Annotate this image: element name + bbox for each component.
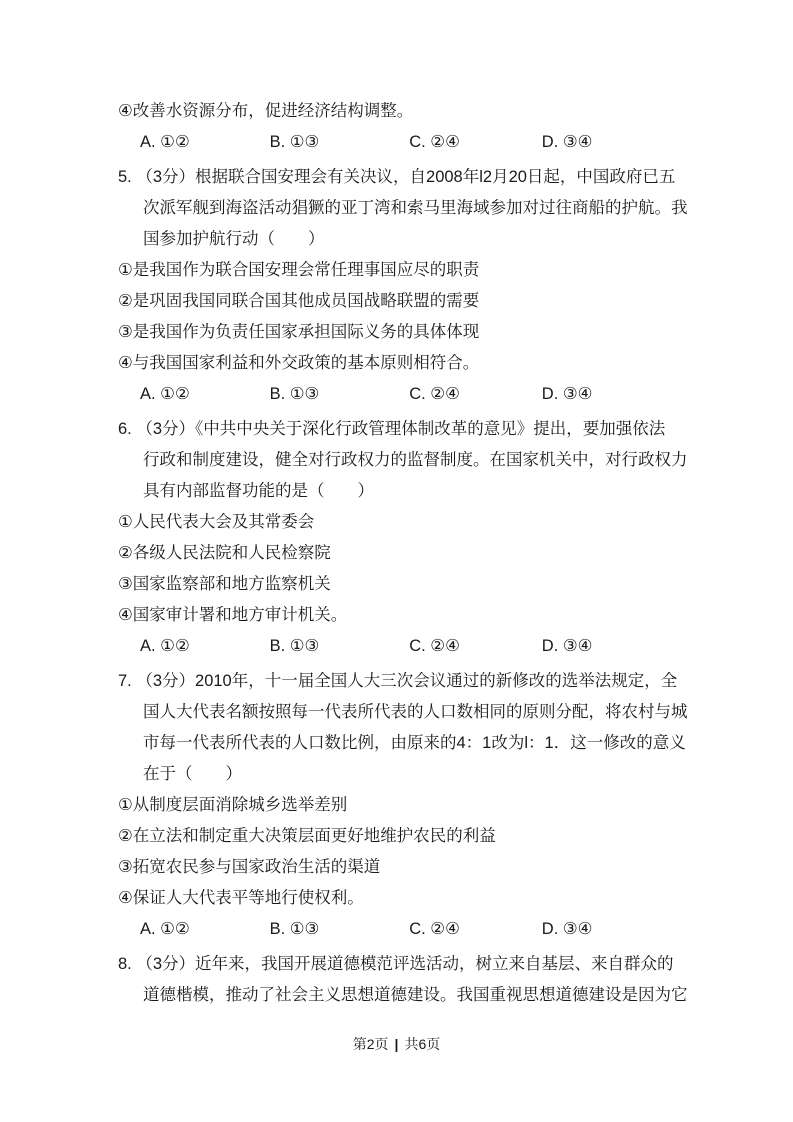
question-text-line: 国人大代表名额按照每一代表所代表的人口数相同的原则分配，将农村与城: [143, 703, 688, 721]
numbered-item-1: ①人民代表大会及其常委会: [118, 513, 315, 531]
question-6: [118, 414, 688, 662]
question-7: [118, 666, 688, 945]
page-content: [118, 96, 688, 1011]
question-6-choices-row: [118, 631, 680, 662]
numbered-item-4: ④与我国国家利益和外交政策的基本原则相符合。: [118, 354, 480, 372]
numbered-item-3: ③拓宽农民参与国家政治生活的渠道: [118, 858, 381, 876]
question-text-line: 国参加护航行动（ ）: [143, 230, 325, 248]
choice-b: B. ①③: [269, 920, 320, 938]
question-text-line: 8. （3分）近年来，我国开展道德模范评选活动，树立来自基层、来自群众的: [118, 955, 674, 973]
choice-d: D. ③④: [541, 385, 593, 403]
question-4-choices-row: [118, 127, 680, 158]
question-5-choices-row: [118, 379, 680, 410]
numbered-item-4: ④国家审计署和地方审计机关。: [118, 606, 348, 624]
question-7-choices-row: [118, 914, 680, 945]
footer-page-number: 第2页: [352, 1036, 389, 1052]
choice-c: C. ②④: [409, 637, 460, 655]
choice-d: D. ③④: [541, 920, 593, 938]
question-text-line: 市每一代表所代表的人口数比例，由原来的4：1改为l：1．这一修改的意义: [143, 734, 686, 752]
choice-c: C. ②④: [409, 133, 460, 151]
question-text-line: 5. （3分）根据联合国安理会有关决议，自2008年l2月20日起，中国政府已五: [118, 168, 676, 186]
question-5: [118, 162, 688, 410]
page-footer: [0, 1034, 793, 1054]
choice-a: A. ①②: [140, 385, 190, 403]
question-8: [118, 949, 688, 1011]
question-text-line: 在于（ ）: [143, 765, 242, 783]
choice-d: D. ③④: [541, 133, 593, 151]
choice-d: D. ③④: [541, 637, 593, 655]
question-text-line: 具有内部监督功能的是（ ）: [143, 482, 374, 500]
choice-b: B. ①③: [269, 133, 320, 151]
footer-total-pages: 共6页: [404, 1036, 441, 1052]
numbered-item-3: ③国家监察部和地方监察机关: [118, 575, 331, 593]
footer-separator: |: [394, 1036, 399, 1052]
question-text-line: 行政和制度建设，健全对行政权力的监督制度。在国家机关中，对行政权力: [143, 451, 688, 469]
choice-a: A. ①②: [140, 920, 190, 938]
question-text-line: 次派军舰到海盗活动猖獗的亚丁湾和索马里海域参加对过往商船的护航。我: [143, 199, 688, 217]
choice-a: A. ①②: [140, 637, 190, 655]
choice-c: C. ②④: [409, 920, 460, 938]
choice-c: C. ②④: [409, 385, 460, 403]
question-text-line: 7. （3分）2010年，十一届全国人大三次会议通过的新修改的选举法规定，全: [118, 672, 678, 690]
question-4-item-4: ④改善水资源分布，促进经济结构调整。: [118, 102, 414, 120]
choice-b: B. ①③: [269, 637, 320, 655]
choice-b: B. ①③: [269, 385, 320, 403]
numbered-item-2: ②在立法和制定重大决策层面更好地维护农民的利益: [118, 827, 496, 845]
question-text-line: 6. （3分）《中共中央关于深化行政管理体制改革的意见》提出，要加强依法: [118, 420, 666, 438]
numbered-item-4: ④保证人大代表平等地行使权利。: [118, 889, 364, 907]
numbered-item-2: ②各级人民法院和人民检察院: [118, 544, 331, 562]
numbered-item-1: ①从制度层面消除城乡选举差别: [118, 796, 348, 814]
numbered-item-1: ①是我国作为联合国安理会常任理事国应尽的职责: [118, 261, 480, 279]
choice-a: A. ①②: [140, 133, 190, 151]
numbered-item-2: ②是巩固我国同联合国其他成员国战略联盟的需要: [118, 292, 480, 310]
question-text-line: 道德楷模，推动了社会主义思想道德建设。我国重视思想道德建设是因为它: [143, 986, 688, 1004]
numbered-item-3: ③是我国作为负责任国家承担国际义务的具体体现: [118, 323, 480, 341]
